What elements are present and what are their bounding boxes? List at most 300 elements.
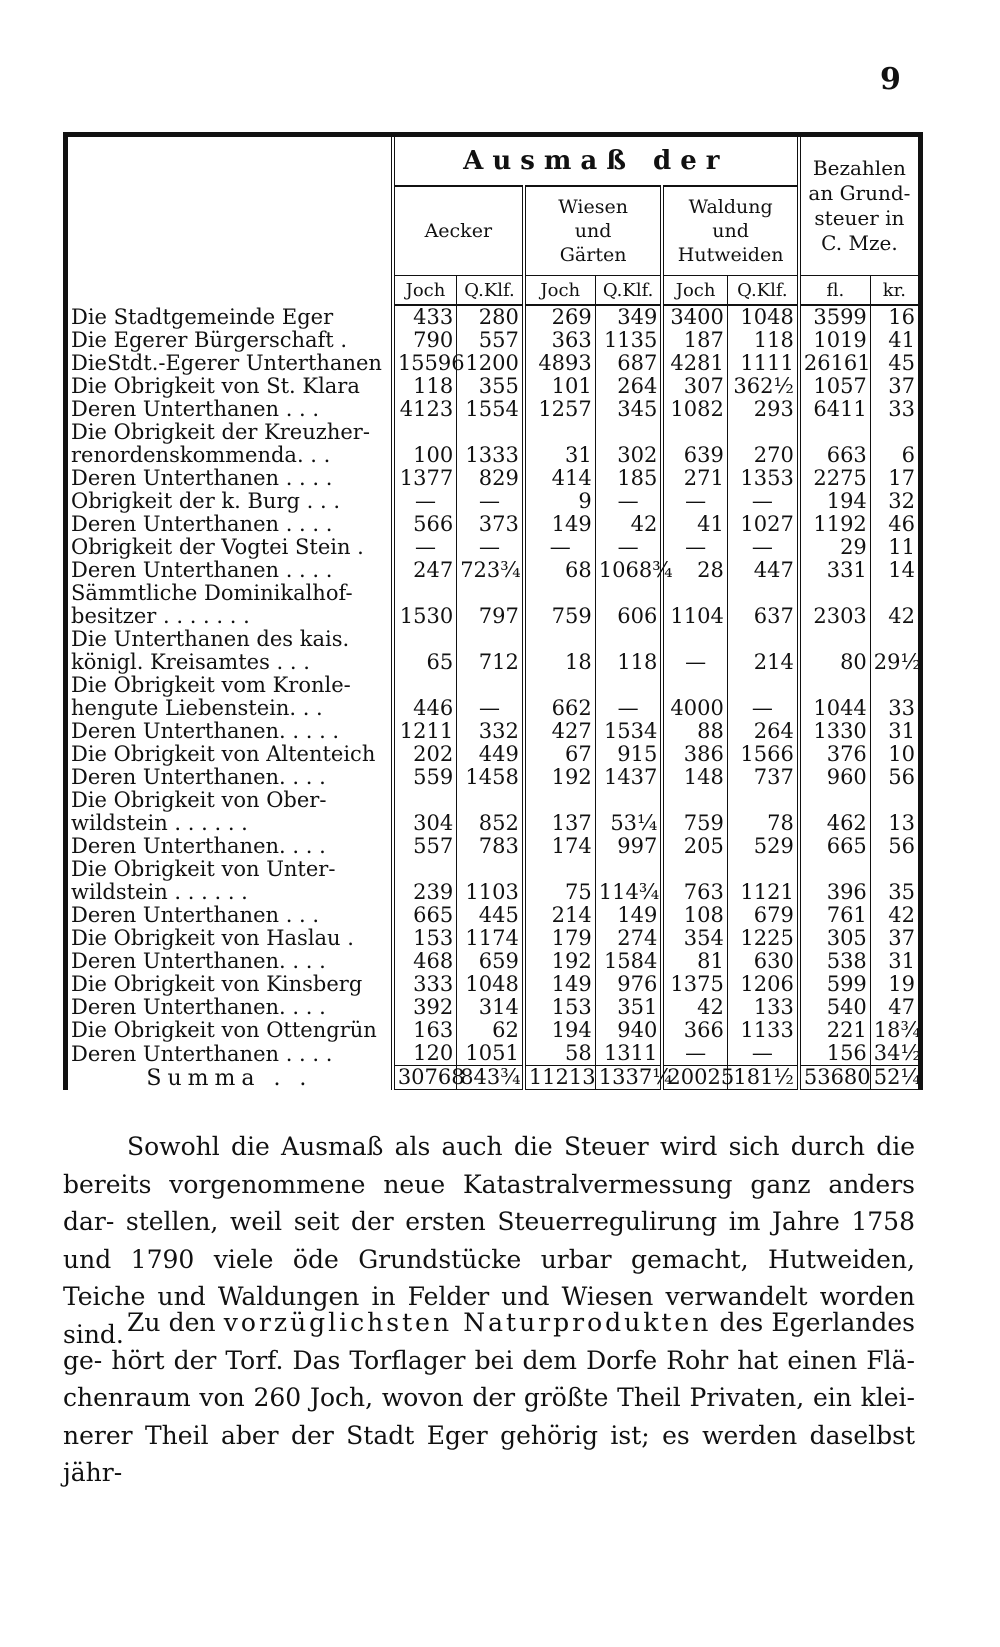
table-row	[68, 421, 918, 444]
paragraph-emphasis: vorzüglichsten Naturprodukten	[223, 1308, 712, 1337]
table-cell: 940	[595, 1019, 662, 1042]
table-cell: 163	[393, 1019, 457, 1042]
table-cell: 1103	[457, 881, 524, 904]
table-row	[68, 628, 918, 651]
table-cell: —	[457, 697, 524, 720]
meadows-header-line: Gärten	[559, 244, 627, 266]
table-cell: 108	[662, 904, 727, 927]
table-cell: —	[727, 536, 799, 559]
table-cell: 354	[662, 927, 727, 950]
table-cell: —	[457, 490, 524, 513]
table-cell: 1566	[727, 743, 799, 766]
table-cell: 194	[524, 1019, 595, 1042]
table-cell: 35	[870, 881, 918, 904]
table-cell: 137	[524, 812, 595, 835]
table-cell: 3599	[799, 305, 870, 329]
table-cell	[457, 628, 524, 651]
table-cell: 376	[799, 743, 870, 766]
table-cell: 4893	[524, 352, 595, 375]
row-label: renordenskommenda. . .	[71, 444, 331, 467]
paragraph-lead: Zu den	[127, 1308, 224, 1337]
table-row	[68, 582, 918, 605]
table-cell: 29½	[870, 651, 918, 674]
table-cell: 6411	[799, 398, 870, 421]
table-cell: 81	[662, 950, 727, 973]
table-cell: 639	[662, 444, 727, 467]
table-cell: 68	[524, 559, 595, 582]
table-row	[68, 1019, 918, 1042]
table-cell	[393, 421, 457, 444]
table-cell: 46	[870, 513, 918, 536]
table-cell: 41	[662, 513, 727, 536]
table-cell: 53¼	[595, 812, 662, 835]
row-label: Obrigkeit der k. Burg . . .	[71, 490, 340, 513]
table-cell: 269	[524, 305, 595, 329]
table-cell: 6	[870, 444, 918, 467]
table-cell: 392	[393, 996, 457, 1019]
table-cell: 18¾	[870, 1019, 918, 1042]
table-cell: 1135	[595, 329, 662, 352]
row-label: Deren Unterthanen . . . .	[71, 1042, 333, 1066]
sum-cell: 11213	[524, 1066, 595, 1090]
tax-header-line: an Grund-	[808, 181, 911, 205]
table-cell	[457, 789, 524, 812]
table-row	[68, 812, 918, 835]
table-cell: 790	[393, 329, 457, 352]
table-cell: 26161	[799, 352, 870, 375]
unit-qklf: Q.Klf.	[727, 276, 799, 306]
table-cell: 557	[457, 329, 524, 352]
table-cell: 56	[870, 766, 918, 789]
table-cell: 65	[393, 651, 457, 674]
table-cell: 1377	[393, 467, 457, 490]
row-label: Deren Unterthanen. . . . .	[71, 720, 340, 743]
table-cell: 293	[727, 398, 799, 421]
row-label: Die Unterthanen des kais.	[71, 628, 350, 651]
row-label-header	[68, 137, 393, 305]
table-cell: 1206	[727, 973, 799, 996]
table-cell: 192	[524, 766, 595, 789]
table-row	[68, 559, 918, 582]
table-row	[68, 398, 918, 421]
row-label: Deren Unterthanen. . . .	[71, 996, 326, 1019]
table-cell: 16	[870, 305, 918, 329]
table-cell: —	[393, 490, 457, 513]
table-cell: —	[662, 651, 727, 674]
table-cell: 17	[870, 467, 918, 490]
table-cell: 737	[727, 766, 799, 789]
table-cell: 221	[799, 1019, 870, 1042]
table-cell: 1211	[393, 720, 457, 743]
table-cell: 41	[870, 329, 918, 352]
sum-cell: 30768	[393, 1066, 457, 1090]
table-cell: 462	[799, 812, 870, 835]
table-cell: 29	[799, 536, 870, 559]
table-cell	[457, 582, 524, 605]
table-cell: 679	[727, 904, 799, 927]
table-cell	[393, 628, 457, 651]
row-label: Deren Unterthanen . . . .	[71, 467, 333, 490]
table-cell: 31	[870, 720, 918, 743]
table-cell: 1225	[727, 927, 799, 950]
table-cell	[524, 582, 595, 605]
table-cell: —	[727, 490, 799, 513]
sum-row	[68, 1066, 918, 1090]
table-cell	[870, 582, 918, 605]
table-cell	[662, 789, 727, 812]
paragraph-natural-products	[63, 1304, 915, 1492]
table-cell: 1200	[457, 352, 524, 375]
table-cell: 396	[799, 881, 870, 904]
table-cell: 433	[393, 305, 457, 329]
table-cell: 37	[870, 375, 918, 398]
table-row	[68, 858, 918, 881]
table-cell	[727, 789, 799, 812]
table-cell	[457, 674, 524, 697]
table-cell: 247	[393, 559, 457, 582]
table-cell	[662, 858, 727, 881]
table-cell: 1534	[595, 720, 662, 743]
table-cell: 1048	[457, 973, 524, 996]
table-cell: 271	[662, 467, 727, 490]
table-cell: 566	[393, 513, 457, 536]
table-row	[68, 973, 918, 996]
table-cell: 1027	[727, 513, 799, 536]
table-cell: 42	[662, 996, 727, 1019]
table-cell: 759	[524, 605, 595, 628]
table-cell	[393, 858, 457, 881]
table-cell: 538	[799, 950, 870, 973]
table-cell: 449	[457, 743, 524, 766]
table-cell: 42	[595, 513, 662, 536]
sum-cell: 843¾	[457, 1066, 524, 1090]
table-cell: 1057	[799, 375, 870, 398]
tax-header-line: steuer in	[814, 206, 905, 230]
table-cell: 662	[524, 697, 595, 720]
table-cell: 723¾	[457, 559, 524, 582]
sum-cell: 53680	[799, 1066, 870, 1090]
table-cell	[595, 582, 662, 605]
table-cell: 1333	[457, 444, 524, 467]
land-tax-table	[68, 137, 921, 1091]
table-cell	[595, 858, 662, 881]
table-row	[68, 996, 918, 1019]
table-cell	[595, 674, 662, 697]
table-cell: 10	[870, 743, 918, 766]
table-row	[68, 697, 918, 720]
table-cell: 445	[457, 904, 524, 927]
table-cell: 4281	[662, 352, 727, 375]
table-cell: 663	[799, 444, 870, 467]
table-cell: 18	[524, 651, 595, 674]
table-cell: 304	[393, 812, 457, 835]
table-cell: 192	[524, 950, 595, 973]
table-cell: 187	[662, 329, 727, 352]
sum-cell: 52¼	[870, 1066, 918, 1090]
table-cell: 915	[595, 743, 662, 766]
table-cell: 4123	[393, 398, 457, 421]
table-row	[68, 904, 918, 927]
table-cell: 149	[524, 973, 595, 996]
table-cell: 559	[393, 766, 457, 789]
table-cell: 355	[457, 375, 524, 398]
table-cell: 759	[662, 812, 727, 835]
row-label: Die Obrigkeit von Ottengrün	[71, 1019, 377, 1042]
table-cell	[662, 582, 727, 605]
table-cell: 2275	[799, 467, 870, 490]
table-cell: —	[662, 490, 727, 513]
table-cell: 1311	[595, 1042, 662, 1066]
row-label: Deren Unterthanen . . .	[71, 398, 320, 421]
table-row	[68, 536, 918, 559]
table-cell: 239	[393, 881, 457, 904]
table-cell	[799, 858, 870, 881]
table-row	[68, 352, 918, 375]
table-cell: 414	[524, 467, 595, 490]
table-cell	[870, 628, 918, 651]
meadows-header-line: Wiesen	[558, 196, 628, 218]
table-cell: —	[662, 536, 727, 559]
table-cell: 427	[524, 720, 595, 743]
table-cell: —	[595, 697, 662, 720]
table-cell	[595, 628, 662, 651]
table-row	[68, 674, 918, 697]
table-cell: 4000	[662, 697, 727, 720]
table-cell: 264	[595, 375, 662, 398]
table-cell: 307	[662, 375, 727, 398]
table-row	[68, 651, 918, 674]
row-label: Deren Unterthanen . . .	[71, 904, 320, 927]
table-cell	[662, 628, 727, 651]
table-cell: 56	[870, 835, 918, 858]
table-cell	[799, 674, 870, 697]
table-cell	[595, 421, 662, 444]
table-cell: 1458	[457, 766, 524, 789]
table-cell	[524, 858, 595, 881]
table-cell: 42	[870, 605, 918, 628]
table-cell: 351	[595, 996, 662, 1019]
table-cell: 185	[595, 467, 662, 490]
row-label: wildstein . . . . . .	[71, 812, 248, 835]
table-cell: 13	[870, 812, 918, 835]
table-cell: 712	[457, 651, 524, 674]
table-cell: 1082	[662, 398, 727, 421]
table-cell	[393, 789, 457, 812]
table-cell	[727, 582, 799, 605]
table-cell: 1530	[393, 605, 457, 628]
table-cell	[799, 789, 870, 812]
forest-header-line: Hutweiden	[677, 244, 784, 266]
table-cell: 100	[393, 444, 457, 467]
table-cell	[799, 421, 870, 444]
table-cell: 118	[393, 375, 457, 398]
table-cell: 529	[727, 835, 799, 858]
table-cell: 1019	[799, 329, 870, 352]
table-cell	[799, 628, 870, 651]
sum-cell: 181½	[727, 1066, 799, 1090]
group-heading: Ausmaß der	[393, 137, 799, 186]
table-row	[68, 789, 918, 812]
row-label: Die Obrigkeit von Unter-	[71, 858, 336, 881]
table-cell: 797	[457, 605, 524, 628]
tax-table-frame	[63, 132, 923, 1090]
table-cell	[457, 421, 524, 444]
table-cell: 202	[393, 743, 457, 766]
table-cell	[595, 789, 662, 812]
table-cell: 540	[799, 996, 870, 1019]
table-cell: 659	[457, 950, 524, 973]
table-cell: 763	[662, 881, 727, 904]
table-cell: 270	[727, 444, 799, 467]
forest-column-header	[662, 186, 798, 276]
table-cell: 15596	[393, 352, 457, 375]
table-cell: 214	[727, 651, 799, 674]
unit-joch: Joch	[393, 276, 457, 306]
page-number: 9	[880, 62, 901, 97]
table-cell: 687	[595, 352, 662, 375]
table-cell: 345	[595, 398, 662, 421]
table-cell	[524, 628, 595, 651]
table-cell: 118	[727, 329, 799, 352]
table-cell: 783	[457, 835, 524, 858]
table-cell: 42	[870, 904, 918, 927]
table-row	[68, 835, 918, 858]
table-cell: 58	[524, 1042, 595, 1066]
meadows-header-line: und	[574, 220, 612, 242]
table-cell: 33	[870, 697, 918, 720]
sum-label: Summa . .	[146, 1065, 313, 1091]
row-label: Deren Unterthanen. . . .	[71, 766, 326, 789]
table-cell: 1554	[457, 398, 524, 421]
table-cell: 264	[727, 720, 799, 743]
table-cell: 332	[457, 720, 524, 743]
row-label: Die Obrigkeit von Kinsberg	[71, 973, 363, 996]
table-cell	[457, 858, 524, 881]
table-cell: 280	[457, 305, 524, 329]
table-row	[68, 720, 918, 743]
row-label: Die Stadtgemeinde Eger	[71, 305, 334, 329]
table-cell: 960	[799, 766, 870, 789]
table-cell: 3400	[662, 305, 727, 329]
table-cell	[662, 674, 727, 697]
unit-qklf: Q.Klf.	[457, 276, 524, 306]
row-label: Die Obrigkeit von St. Klara	[71, 375, 360, 398]
table-cell	[727, 421, 799, 444]
table-cell: 446	[393, 697, 457, 720]
table-cell: 114¾	[595, 881, 662, 904]
table-cell: 274	[595, 927, 662, 950]
row-label: Deren Unterthanen . . . .	[71, 559, 333, 582]
table-cell	[799, 582, 870, 605]
table-cell: 852	[457, 812, 524, 835]
table-cell: 637	[727, 605, 799, 628]
table-cell: 179	[524, 927, 595, 950]
table-cell: 761	[799, 904, 870, 927]
table-cell: 120	[393, 1042, 457, 1066]
table-cell: 133	[727, 996, 799, 1019]
table-cell: 47	[870, 996, 918, 1019]
table-cell: 67	[524, 743, 595, 766]
table-cell: —	[457, 536, 524, 559]
fields-column-header	[393, 186, 524, 276]
table-cell: 31	[870, 950, 918, 973]
table-cell: 1584	[595, 950, 662, 973]
table-cell: 80	[799, 651, 870, 674]
table-cell	[524, 421, 595, 444]
table-cell	[870, 789, 918, 812]
table-cell: 19	[870, 973, 918, 996]
row-label: wildstein . . . . . .	[71, 881, 248, 904]
table-cell: 1257	[524, 398, 595, 421]
table-cell: 118	[595, 651, 662, 674]
table-cell: 606	[595, 605, 662, 628]
row-label: Deren Unterthanen . . . .	[71, 513, 333, 536]
table-row	[68, 375, 918, 398]
table-cell: 34½	[870, 1042, 918, 1066]
table-cell	[393, 582, 457, 605]
table-cell: 62	[457, 1019, 524, 1042]
table-cell: 149	[595, 904, 662, 927]
row-label: Die Obrigkeit vom Kronle-	[71, 674, 351, 697]
paragraph-rest: des Egerlandes ge- hört der Torf. Das Torflager bei dem Dorfe Rohr hat einen Flä- chenraum von 260 Joch, wovon der größte Theil Privaten, ein klei- nerer Theil aber der Stadt Eger gehörig ist; es werden daselbst jähr-	[63, 1308, 916, 1487]
table-cell: 149	[524, 513, 595, 536]
unit-joch: Joch	[662, 276, 727, 306]
table-cell: —	[393, 536, 457, 559]
table-cell: 156	[799, 1042, 870, 1066]
table-cell: 362½	[727, 375, 799, 398]
table-cell	[870, 858, 918, 881]
row-label: Die Obrigkeit von Altenteich	[71, 743, 376, 766]
table-row	[68, 950, 918, 973]
table-cell: —	[595, 490, 662, 513]
table-cell: —	[595, 536, 662, 559]
table-body	[68, 305, 921, 1066]
table-cell	[727, 628, 799, 651]
table-cell: 1330	[799, 720, 870, 743]
table-cell: 1353	[727, 467, 799, 490]
forest-header-line: Waldung	[688, 196, 773, 218]
tax-header-line: C. Mze.	[821, 231, 898, 255]
unit-joch: Joch	[524, 276, 595, 306]
table-row	[68, 766, 918, 789]
unit-gulden: fl.	[799, 276, 870, 306]
table-cell: 28	[662, 559, 727, 582]
table-cell: 349	[595, 305, 662, 329]
table-cell	[524, 674, 595, 697]
tax-header-line: Bezahlen	[812, 156, 906, 180]
table-cell: 386	[662, 743, 727, 766]
sum-cell: 1337¼	[595, 1066, 662, 1090]
table-cell: 302	[595, 444, 662, 467]
table-cell: 2303	[799, 605, 870, 628]
table-cell: 14	[870, 559, 918, 582]
table-cell: 1044	[799, 697, 870, 720]
table-cell	[727, 674, 799, 697]
table-cell: 75	[524, 881, 595, 904]
table-cell: 599	[799, 973, 870, 996]
table-row	[68, 467, 918, 490]
row-label: Sämmtliche Dominikalhof-	[71, 582, 353, 605]
table-cell: —	[524, 536, 595, 559]
table-cell: 630	[727, 950, 799, 973]
table-row	[68, 444, 918, 467]
table-cell: 1104	[662, 605, 727, 628]
row-label: königl. Kreisamtes . . .	[71, 651, 310, 674]
row-label: DieStdt.-Egerer Unterthanen	[71, 352, 382, 375]
row-label: hengute Liebenstein. . .	[71, 697, 323, 720]
sum-cell: 20025	[662, 1066, 727, 1090]
table-cell: 331	[799, 559, 870, 582]
